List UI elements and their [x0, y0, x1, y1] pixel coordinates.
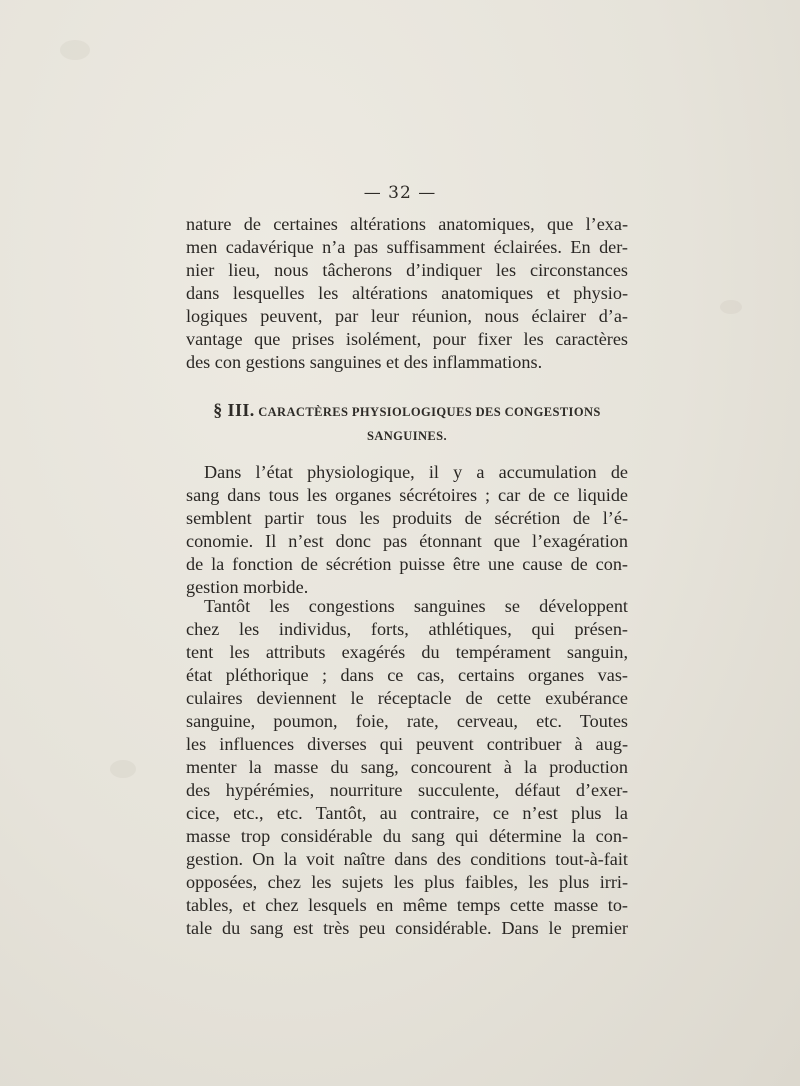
text-line: opposées, chez les sujets les plus faibles, les plus irri- [186, 872, 628, 892]
text-line: men cadavérique n’a pas suffisamment éclairées. En der- [186, 237, 628, 257]
text-line: culaires deviennent le réceptacle de cette exubérance [186, 688, 628, 708]
text-line: gestion morbide. [186, 577, 309, 597]
text-line: conomie. Il n’est donc pas étonnant que l’exagération [186, 531, 628, 551]
text-line: état pléthorique ; dans ce cas, certains organes vas- [186, 665, 628, 685]
text-line: cice, etc., etc. Tantôt, au contraire, ce n’est plus la [186, 803, 628, 823]
text-line: nature de certaines altérations anatomiques, que l’exa- [186, 214, 628, 234]
paragraph [186, 461, 628, 599]
section-title-line-2: SANGUINES. [366, 429, 448, 443]
text-line: des hypérémies, nourriture succulente, défaut d’exer- [186, 780, 628, 800]
text-line: masse trop considérable du sang qui détermine la con- [186, 826, 628, 846]
text-line: gestion. On la voit naître dans des conditions tout-à-fait [186, 849, 628, 869]
text-line: sanguine, poumon, foie, rate, cerveau, etc. Toutes [186, 711, 628, 731]
paper-stain [720, 300, 742, 314]
text-line: de la fonction de sécrétion puisse être une cause de con- [186, 554, 628, 574]
text-line: nier lieu, nous tâcherons d’indiquer les circonstances [186, 260, 628, 280]
text-line: les influences diverses qui peuvent contribuer à aug- [186, 734, 628, 754]
text-line: vantage que prises isolément, pour fixer les caractères [186, 329, 628, 349]
text-line: semblent partir tous les produits de sécrétion de l’é- [186, 508, 628, 528]
text-line: dans lesquelles les altérations anatomiques et physio- [186, 283, 628, 303]
paragraph [186, 595, 628, 940]
section-heading [186, 398, 628, 448]
section-number: § III. [213, 400, 255, 420]
text-line: chez les individus, forts, athlétiques, qui présen- [186, 619, 628, 639]
text-line: Tantôt les congestions sanguines se développent [204, 596, 628, 616]
paper-stain [110, 760, 136, 778]
section-title-line-1: CARACTÈRES PHYSIOLOGIQUES DES CONGESTIONS [258, 405, 601, 419]
page-number: — 32 — [363, 183, 437, 203]
text-line: menter la masse du sang, concourent à la production [186, 757, 628, 777]
text-line: tale du sang est très peu considérable. Dans le premier [186, 918, 628, 938]
text-line: sang dans tous les organes sécrétoires ; car de ce liquide [186, 485, 628, 505]
text-line: tent les attributs exagérés du tempérament sanguin, [186, 642, 628, 662]
text-line: tables, et chez lesquels en même temps cette masse to- [186, 895, 628, 915]
text-line: des con gestions sanguines et des inflammations. [186, 352, 543, 372]
paper-stain [60, 40, 90, 60]
text-line: logiques peuvent, par leur réunion, nous éclairer d’a- [186, 306, 628, 326]
text-line: Dans l’état physiologique, il y a accumulation de [204, 462, 628, 482]
paragraph-continuation [186, 213, 628, 374]
